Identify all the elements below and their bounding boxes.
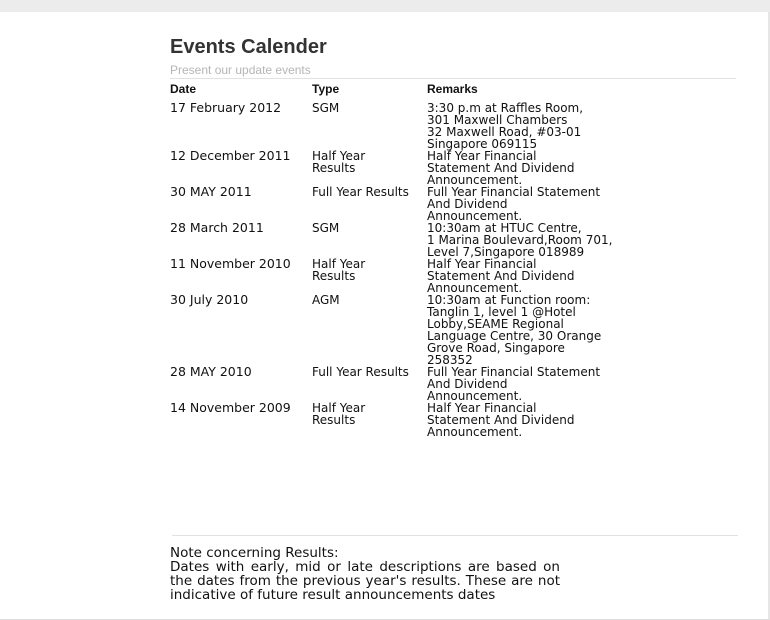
event-remarks: Half Year Financial Statement And Dividend Announcement. <box>427 149 575 187</box>
top-band <box>0 0 770 12</box>
events-table <box>170 82 617 438</box>
event-remarks: Half Year Financial Statement And Dividend Announcement. <box>427 401 575 439</box>
event-type: Full Year Results <box>312 185 409 199</box>
note-heading: Note concerning Results: <box>170 545 339 561</box>
table-row <box>170 366 617 402</box>
column-header-date: Date <box>170 82 197 96</box>
note-body: Dates with early, mid or late descriptions are based on the dates from the previous year's results. These are not indicative of future result announcements dates <box>170 559 560 603</box>
event-type: SGM <box>312 221 340 235</box>
column-header-remarks: Remarks <box>427 82 478 96</box>
page-title: Events Calender <box>170 36 327 58</box>
event-remarks: Full Year Financial Statement And Dividend Announcement. <box>427 185 601 223</box>
table-row <box>170 258 617 294</box>
table-row <box>170 150 617 186</box>
event-type: Half Year Results <box>312 401 366 427</box>
event-date: 14 November 2009 <box>170 400 291 415</box>
event-type: AGM <box>312 293 340 307</box>
events-table-body <box>170 102 617 438</box>
note-divider <box>172 535 738 536</box>
event-date: 30 July 2010 <box>170 292 249 307</box>
event-date: 17 February 2012 <box>170 100 282 115</box>
title-divider <box>170 78 736 79</box>
table-row <box>170 222 617 258</box>
event-remarks: 3:30 p.m at Raffles Room, 301 Maxwell Chambers 32 Maxwell Road, #03-01 Singapore 069115 <box>427 101 584 151</box>
event-type: Half Year Results <box>312 149 366 175</box>
table-header-row <box>170 82 617 102</box>
event-date: 11 November 2010 <box>170 256 291 271</box>
event-date: 30 MAY 2011 <box>170 184 252 199</box>
table-row <box>170 402 617 438</box>
event-remarks: Full Year Financial Statement And Dividend Announcement. <box>427 365 601 403</box>
event-date: 12 December 2011 <box>170 148 291 163</box>
page-subtitle: Present our update events <box>170 63 311 77</box>
table-row <box>170 186 617 222</box>
column-header-type: Type <box>312 82 340 96</box>
event-type: Full Year Results <box>312 365 409 379</box>
event-remarks: 10:30am at Function room: Tanglin 1, level 1 @Hotel Lobby,SEAME Regional Language Centre, 30 Orange Grove Road, Singapore 258352 <box>427 293 602 367</box>
table-row <box>170 294 617 366</box>
results-note <box>170 546 560 602</box>
events-section <box>170 36 736 438</box>
event-type: Half Year Results <box>312 257 366 283</box>
event-type: SGM <box>312 101 340 115</box>
table-row <box>170 102 617 150</box>
event-date: 28 MAY 2010 <box>170 364 252 379</box>
event-remarks: Half Year Financial Statement And Dividend Announcement. <box>427 257 575 295</box>
event-remarks: 10:30am at HTUC Centre, 1 Marina Boulevard,Room 701, Level 7,Singapore 018989 <box>427 221 613 259</box>
event-date: 28 March 2011 <box>170 220 264 235</box>
